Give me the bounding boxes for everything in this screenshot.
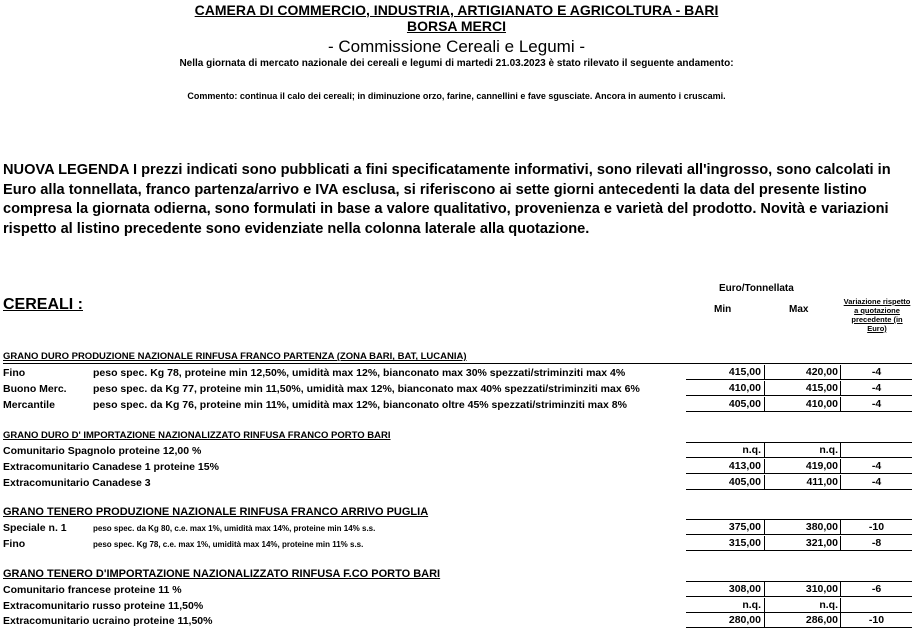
price-variation: -10: [840, 520, 912, 535]
price-variation: -4: [840, 475, 912, 490]
price-variation: -4: [840, 459, 912, 474]
row-name: Speciale n. 1: [3, 522, 67, 534]
price-max: 410,00: [764, 397, 840, 412]
price-variation: -6: [840, 582, 912, 597]
borsa-merci-title: BORSA MERCI: [406, 18, 507, 34]
unit-header: Euro/Tonnellata: [719, 283, 794, 294]
price-variation: -4: [840, 365, 912, 380]
price-max: n.q.: [764, 443, 840, 458]
row-description: peso spec. da Kg 76, proteine min 11%, umidità max 12%, bianconato oltre 45% spezzati/striminziti max 8%: [93, 399, 627, 411]
price-variation: -4: [840, 397, 912, 412]
section-divider: [3, 363, 912, 364]
max-header: Max: [789, 304, 809, 315]
price-min: 280,00: [686, 613, 764, 628]
price-variation: -4: [840, 381, 912, 396]
row-description: peso spec. Kg 78, c.e. max 1%, umidità max 14%, proteine min 11% s.s.: [93, 540, 364, 549]
price-max: 380,00: [764, 520, 840, 535]
row-description: peso spec. da Kg 77, proteine min 11,50%, umidità max 12%, bianconato max 40% spezzati/striminziti max 6%: [93, 383, 640, 395]
price-max: 310,00: [764, 582, 840, 597]
row-name: Extracomunitario russo proteine 11,50%: [3, 600, 204, 612]
price-max: 321,00: [764, 536, 840, 551]
price-min: 405,00: [686, 397, 764, 412]
row-name: Mercantile: [3, 399, 55, 411]
row-name: Extracomunitario Canadese 3: [3, 477, 151, 489]
price-min: 413,00: [686, 459, 764, 474]
price-max: 415,00: [764, 381, 840, 396]
section-title: GRANO TENERO PRODUZIONE NAZIONALE RINFUSA FRANCO ARRIVO PUGLIA: [3, 506, 429, 518]
market-comment: Commento: continua il calo dei cereali; in diminuzione orzo, farine, cannellini e fave sgusciate. Ancora in aumento i cruscami.: [187, 91, 726, 101]
price-max: 411,00: [764, 475, 840, 490]
price-max: 420,00: [764, 365, 840, 380]
price-min: 410,00: [686, 381, 764, 396]
price-min: n.q.: [686, 598, 764, 613]
price-min: 405,00: [686, 475, 764, 490]
legend-paragraph: NUOVA LEGENDA I prezzi indicati sono pubblicati a fini specificatamente informativi, sono rilevati all'ingrosso, sono calcolati in Euro alla tonnellata, franco partenza/arrivo e IVA esclusa, si riferiscono ai sette giorni antecedenti la data del presente listino compresa la giornata odierna, sono formulati in base a valore qualitativo, provenienza e varietà del prodotto. Novità e variazioni rispetto al listino precedente sono evidenziate nella colonna laterale alla quotazione.: [3, 162, 891, 237]
row-name: Extracomunitario ucraino proteine 11,50%: [3, 615, 213, 627]
row-name: Fino: [3, 538, 26, 550]
row-name: Buono Merc.: [3, 383, 67, 395]
row-description: peso spec. Kg 78, proteine min 12,50%, umidità max 12%, bianconato max 30% spezzati/striminziti max 4%: [93, 367, 626, 379]
row-name: Comunitario francese proteine 11 %: [3, 584, 182, 596]
row-description: peso spec. da Kg 80, c.e. max 1%, umidità max 14%, proteine min 14% s.s.: [93, 524, 376, 533]
section-title: GRANO TENERO D'IMPORTAZIONE NAZIONALIZZATO RINFUSA F.CO PORTO BARI: [3, 568, 441, 580]
price-min: 375,00: [686, 520, 764, 535]
price-variation: [840, 443, 912, 458]
price-variation: -8: [840, 536, 912, 551]
row-name: Extracomunitario Canadese 1 proteine 15%: [3, 461, 219, 473]
section-title: GRANO DURO PRODUZIONE NAZIONALE RINFUSA FRANCO PARTENZA (ZONA BARI, BAT, LUCANIA): [3, 351, 467, 362]
price-max: 419,00: [764, 459, 840, 474]
price-max: n.q.: [764, 598, 840, 613]
price-min: 415,00: [686, 365, 764, 380]
cereali-section-title: CEREALI :: [3, 296, 83, 313]
section-title: GRANO DURO D' IMPORTAZIONE NAZIONALIZZATO RINFUSA FRANCO PORTO BARI: [3, 430, 391, 441]
price-max: 286,00: [764, 613, 840, 628]
row-name: Fino: [3, 367, 26, 379]
chamber-title: CAMERA DI COMMERCIO, INDUSTRIA, ARTIGIANATO E AGRICOLTURA - BARI: [194, 2, 719, 18]
price-min: n.q.: [686, 443, 764, 458]
market-date-line: Nella giornata di mercato nazionale dei cereali e legumi di martedi 21.03.2023 è stato rilevato il seguente andamento:: [179, 58, 734, 69]
price-min: 315,00: [686, 536, 764, 551]
price-variation: -10: [840, 613, 912, 628]
min-header: Min: [714, 304, 732, 315]
price-min: 308,00: [686, 582, 764, 597]
row-name: Comunitario Spagnolo proteine 12,00 %: [3, 445, 202, 457]
variation-header: Variazione rispetto a quotazione precedente (in Euro): [843, 297, 911, 333]
price-variation: [840, 598, 912, 613]
commission-subtitle: - Commissione Cereali e Legumi -: [328, 37, 585, 56]
